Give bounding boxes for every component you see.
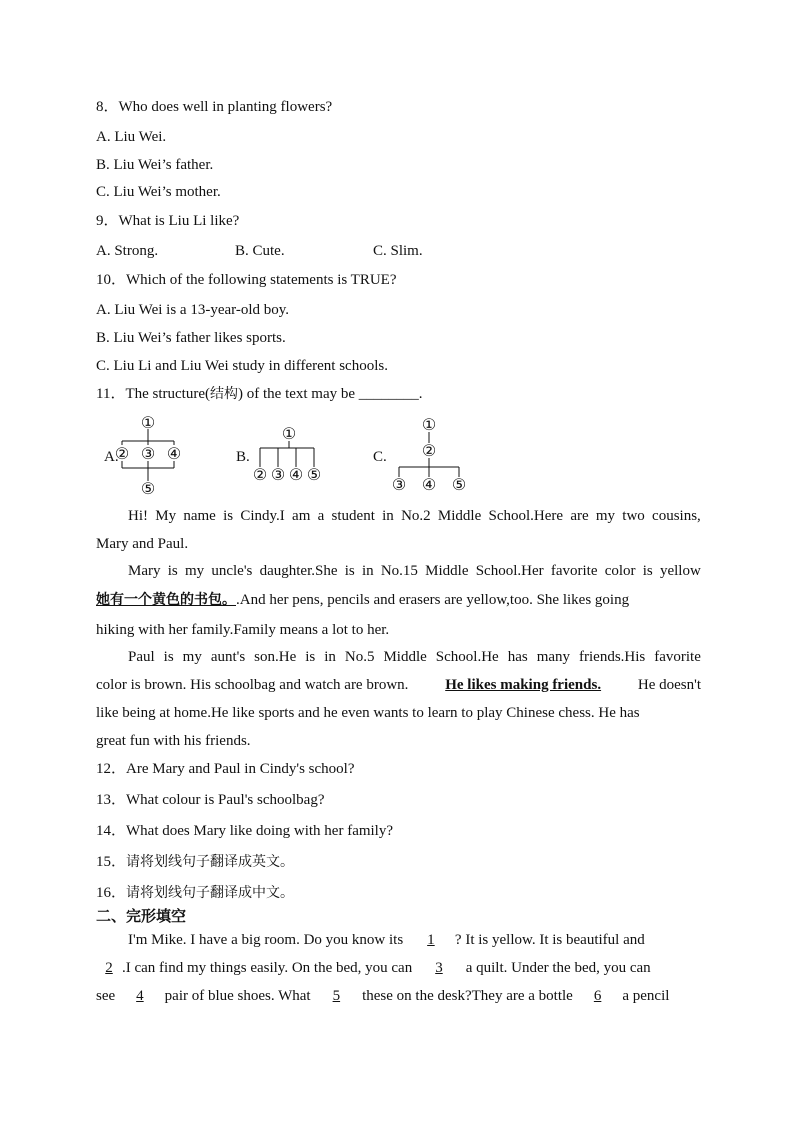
q11-label-a: A. (104, 449, 119, 465)
diagram-b-node-4: ④ (288, 467, 304, 484)
cloze-blank-3: 3 (435, 960, 443, 976)
passage-word: Hi! (128, 508, 148, 524)
passage-word: my (182, 649, 202, 665)
passage-word: friends.His (579, 649, 646, 665)
q12: 12．Are Mary and Paul in Cindy's school? (96, 761, 355, 777)
passage-word: Middle (425, 563, 469, 579)
diagram-a-node-4: ④ (166, 446, 182, 463)
diagram-a-node-5: ⑤ (140, 481, 156, 498)
passage-word: in (361, 563, 374, 579)
q10-option-b: B. Liu Wei’s father likes sports. (96, 330, 286, 346)
diagram-c-node-1: ① (421, 417, 437, 434)
underlined-chinese-sentence: 她有一个黄色的书包。 (96, 592, 236, 608)
diagram-a-node-1: ① (140, 415, 156, 432)
diagram-c-node-2: ② (421, 443, 437, 460)
q10-option-c: C. Liu Li and Liu Wei study in different schools. (96, 358, 388, 374)
passage-word: Middle (437, 508, 482, 524)
q9-option-b: B. Cute. (235, 243, 285, 259)
q15: 15．请将划线句子翻译成英文。 (96, 854, 295, 870)
diagram-b-node-3: ③ (270, 467, 286, 484)
q9-stem: 9．What is Liu Li like? (96, 213, 240, 229)
diagram-a-node-3: ③ (140, 446, 156, 463)
passage-word: is (167, 563, 178, 579)
passage-word: is (642, 563, 653, 579)
cloze-blank-2: 2 (105, 960, 113, 976)
passage-word: No.5 (344, 649, 375, 665)
cloze-blank-4: 4 (136, 988, 144, 1004)
passage-word: are (570, 508, 589, 524)
passage-word: daughter.She (259, 563, 338, 579)
q13: 13．What colour is Paul's schoolbag? (96, 792, 325, 808)
q8-option-c: C. Liu Wei’s mother. (96, 184, 221, 200)
q10-option-a: A. Liu Wei is a 13-year-old boy. (96, 302, 290, 318)
passage-word: Paul (128, 649, 155, 665)
passage-word: Middle (383, 649, 427, 665)
diagram-c-node-3: ③ (391, 477, 407, 494)
diagram-b-node-2: ② (252, 467, 268, 484)
passage-word: My (155, 508, 177, 524)
passage-word: School.He (435, 649, 499, 665)
q11-label-c: C. (373, 449, 387, 465)
passage-word: No.15 (380, 563, 418, 579)
passage-word: name (183, 508, 216, 524)
passage-word: in (382, 508, 394, 524)
cloze-blank-5: 5 (332, 988, 341, 1004)
passage-paragraph-1: Hi! My name is Cindy.I am a student in No.2 Middle School.Here are my two cousins, Mary and Paul. (96, 508, 701, 552)
passage-word: student (331, 508, 375, 524)
passage-word: cousins, (652, 508, 701, 524)
section-heading-cloze: 二、完形填空 (96, 907, 187, 925)
cloze-blank-1: 1 (427, 932, 435, 948)
passage-word: in (324, 649, 336, 665)
passage-word: has (507, 649, 528, 665)
passage-word: uncle's (211, 563, 253, 579)
q8-stem: 8．Who does well in planting flowers? (96, 99, 333, 115)
q9-option-c: C. Slim. (373, 243, 423, 259)
passage-word: color (604, 563, 636, 579)
diagram-b-node-1: ① (281, 426, 297, 443)
q9-option-a: A. Strong. (96, 243, 159, 259)
passage-word: two (622, 508, 645, 524)
passage-word: Cindy.I (240, 508, 285, 524)
passage-word: many (536, 649, 571, 665)
passage-paragraph-2: Mary is my uncle's daughter.She is in No.15 Middle School.Her favorite color is yellow 她有一个黄色的书包。.And her pens, pencils and erasers are yellow,too. She likes going hiking with her family.Family means a lot to her. (96, 563, 701, 638)
passage-word: am (292, 508, 311, 524)
q11-stem: 11．The structure(结构) of the text may be ________. (96, 386, 423, 402)
cloze-passage: I'm Mike. I have a big room. Do you know its 1 ? It is yellow. It is beautiful and 2 .I can find my things easily. On the bed, you can 3 a quilt. Under the bed, you can see 4 pair of blue shoes. What 5 these on the desk?They are a bottle 6 a pencil (96, 932, 670, 1004)
q8-option-b: B. Liu Wei’s father. (96, 157, 214, 173)
q11-structure-diagrams (90, 410, 480, 500)
passage-word: School.Here (488, 508, 564, 524)
passage-word: my (595, 508, 616, 524)
passage-word: School.Her (475, 563, 544, 579)
q10-stem: 10．Which of the following statements is TRUE? (96, 272, 397, 288)
passage-word: favorite (654, 649, 701, 665)
q14: 14．What does Mary like doing with her family? (96, 823, 394, 839)
passage-word: is (344, 563, 355, 579)
passage-word: favorite (550, 563, 598, 579)
passage-word: No.2 (401, 508, 431, 524)
q16: 16．请将划线句子翻译成中文。 (96, 885, 295, 901)
passage-word: a (317, 508, 325, 524)
passage-paragraph-3: Paul is my aunt's son.He is in No.5 Middle School.He has many friends.His favorite color is brown. His schoolbag and watch are brown. He likes making friends. He doesn't like being at home.He like sports and he even wants to learn to play Chinese chess. He has great fun with his friends. (96, 649, 701, 749)
passage-word: son.He (254, 649, 297, 665)
passage-word: is (305, 649, 316, 665)
q11-label-b: B. (236, 449, 250, 465)
underlined-english-sentence: He likes making friends. (445, 677, 602, 693)
q8-option-a: A. Liu Wei. (96, 129, 167, 145)
passage-word: is (223, 508, 234, 524)
passage-word: yellow (659, 563, 701, 579)
diagram-b-node-5: ⑤ (306, 467, 322, 484)
cloze-blank-6: 6 (593, 988, 602, 1004)
diagram-c-node-4: ④ (421, 477, 437, 494)
passage-word: aunt's (210, 649, 246, 665)
passage-word: my (184, 563, 205, 579)
diagram-a-node-2: ② (114, 446, 130, 463)
passage-word: Mary (128, 563, 161, 579)
diagram-c-node-5: ⑤ (451, 477, 467, 494)
passage-word: is (163, 649, 174, 665)
